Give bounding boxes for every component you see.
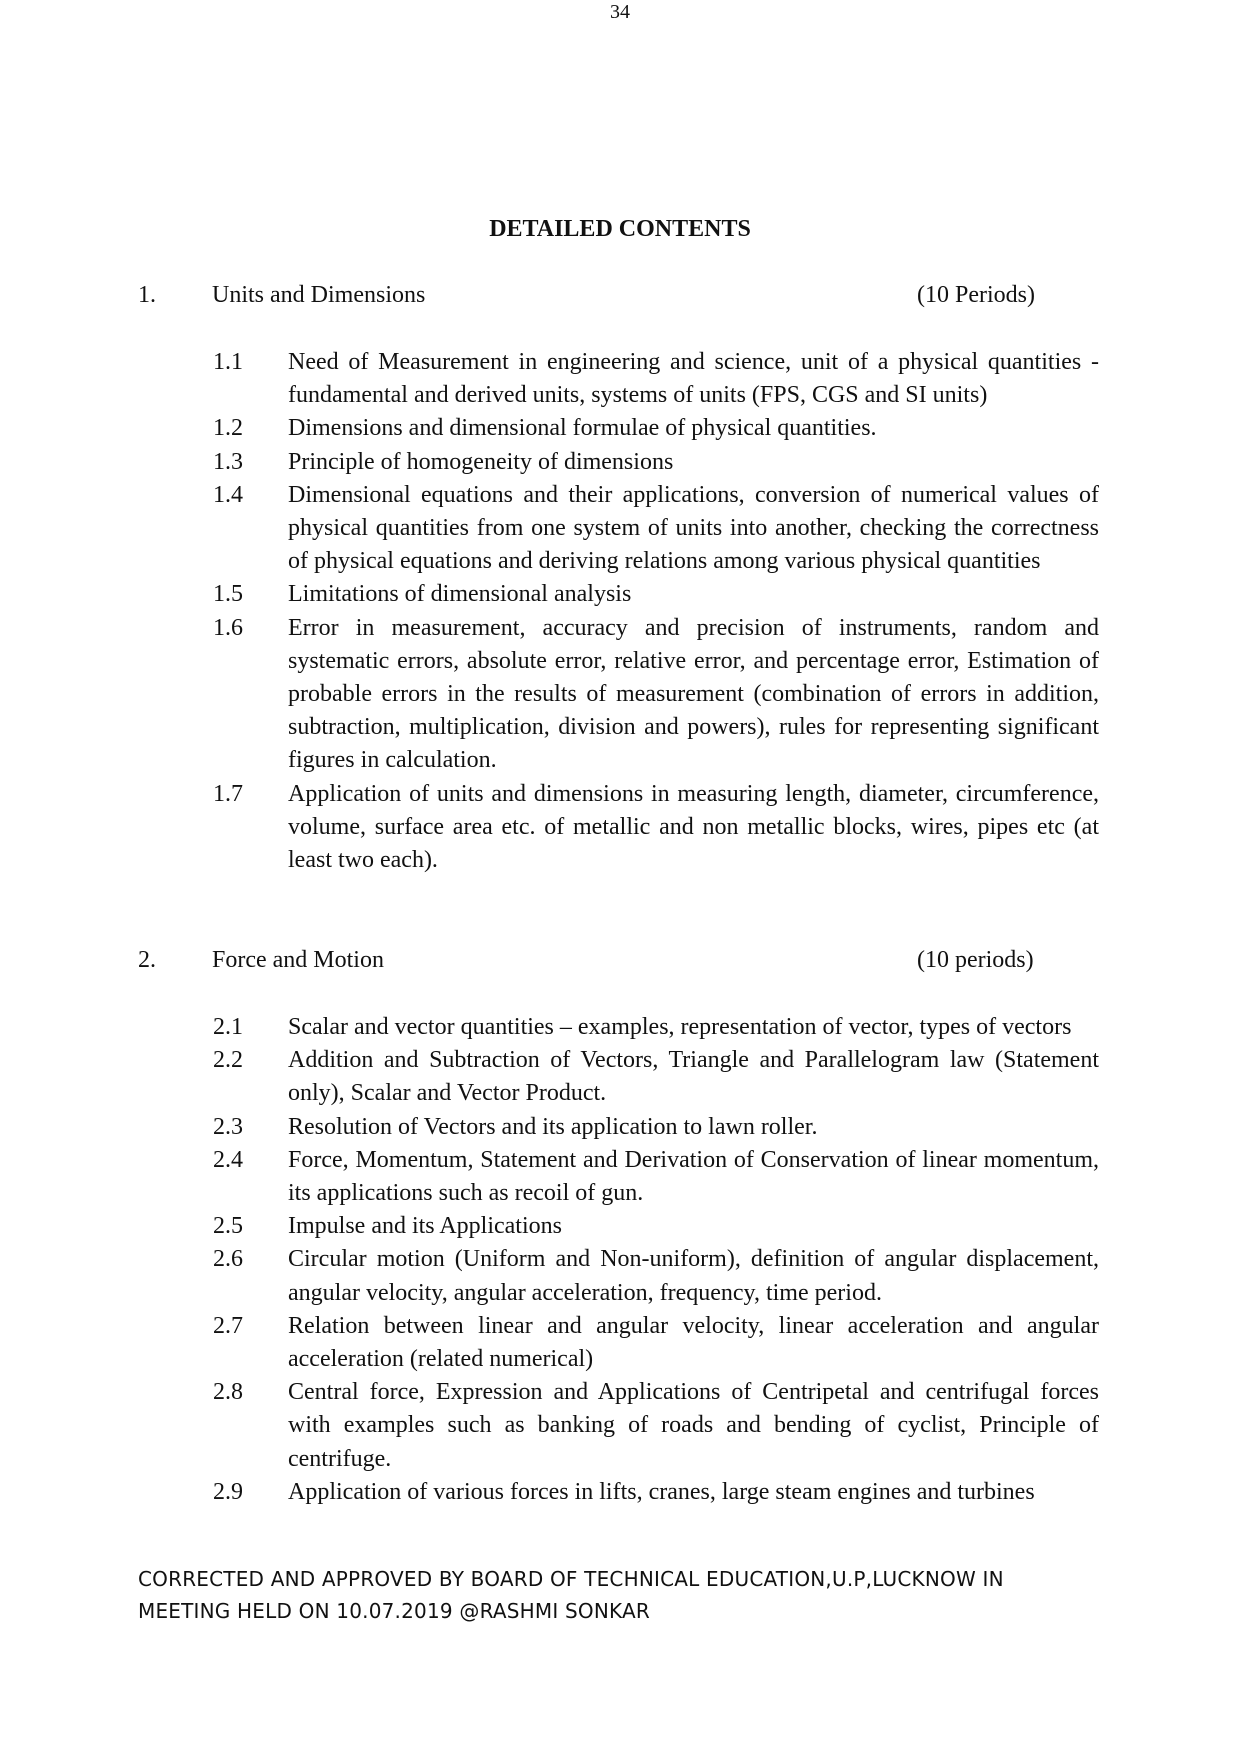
item-text: Dimensions and dimensional formulae of physical quantities. — [288, 415, 877, 442]
item-number: 2.5 — [213, 1213, 243, 1240]
item-text: Principle of homogeneity of dimensions — [288, 448, 674, 475]
section-periods: (10 periods) — [917, 947, 1034, 973]
item-number: 1.2 — [213, 415, 243, 442]
item-text: Impulse and its Applications — [288, 1213, 562, 1240]
section-1-items — [0, 346, 1240, 877]
item-number: 1.5 — [213, 581, 243, 608]
item-text: Need of Measurement in engineering and science, unit of a physical quantities - fundamental and derived units, systems of units (FPS, CGS and SI units) — [288, 349, 1099, 409]
list-item — [0, 412, 1240, 445]
item-text: Dimensional equations and their applications, conversion of numerical values of physical quantities from one system of units into another, checking the correctness of physical equations and deriving relations among various physical quantities — [288, 481, 1099, 575]
list-item — [0, 1243, 1240, 1309]
item-text: Limitations of dimensional analysis — [288, 581, 632, 608]
footer-line: CORRECTED AND APPROVED BY BOARD OF TECHNICAL EDUCATION,U.P,LUCKNOW IN — [138, 1567, 1004, 1591]
list-item — [0, 479, 1240, 579]
list-item — [0, 1144, 1240, 1210]
section-title: Force and Motion — [212, 947, 384, 973]
list-item — [0, 1476, 1240, 1509]
list-item — [0, 612, 1240, 778]
list-item — [0, 1111, 1240, 1144]
list-item — [0, 1011, 1240, 1044]
section-2-header — [0, 944, 1240, 976]
item-text: Circular motion (Uniform and Non-uniform), definition of angular displacement, angular velocity, angular acceleration, frequency, time period. — [288, 1246, 1099, 1306]
item-text: Force, Momentum, Statement and Derivation of Conservation of linear momentum, its applications such as recoil of gun. — [288, 1146, 1099, 1207]
item-number: 2.7 — [213, 1312, 243, 1339]
item-text: Application of various forces in lifts, cranes, large steam engines and turbines — [288, 1478, 1035, 1505]
section-number: 1. — [138, 282, 156, 308]
item-text: Relation between linear and angular velocity, linear acceleration and angular acceleration (related numerical) — [288, 1312, 1099, 1373]
item-number: 1.3 — [213, 448, 243, 475]
list-item — [0, 1044, 1240, 1110]
page-heading: DETAILED CONTENTS — [489, 216, 751, 242]
item-number: 2.1 — [213, 1014, 243, 1040]
section-title: Units and Dimensions — [212, 282, 426, 308]
item-number: 2.3 — [213, 1113, 243, 1140]
item-number: 1.7 — [213, 780, 243, 807]
item-text: Scalar and vector quantities – examples, representation of vector, types of vectors — [288, 1014, 1072, 1040]
section-1-header — [0, 279, 1240, 311]
item-text: Resolution of Vectors and its application to lawn roller. — [288, 1113, 818, 1140]
item-text: Application of units and dimensions in measuring length, diameter, circumference, volume, surface area etc. of metallic and non metallic blocks, wires, pipes etc (at least two each). — [288, 780, 1099, 874]
item-number: 2.2 — [213, 1047, 243, 1074]
section-2-items — [0, 1011, 1240, 1509]
section-number: 2. — [138, 947, 156, 973]
list-item — [0, 778, 1240, 878]
footer-line: MEETING HELD ON 10.07.2019 @RASHMI SONKAR — [138, 1599, 650, 1623]
item-number: 1.6 — [213, 614, 243, 641]
item-number: 2.4 — [213, 1146, 243, 1173]
item-text: Central force, Expression and Applications of Centripetal and centrifugal forces with examples such as banking of roads and bending of cyclist, Principle of centrifuge. — [288, 1379, 1099, 1472]
list-item — [0, 1210, 1240, 1243]
list-item — [0, 1310, 1240, 1376]
list-item — [0, 578, 1240, 611]
section-periods: (10 Periods) — [917, 282, 1035, 308]
item-text: Error in measurement, accuracy and precision of instruments, random and systematic errors, absolute error, relative error, and percentage error, Estimation of probable errors in the results of measurement (combination of errors in addition, subtraction, multiplication, division and powers), rules for representing significant figures in calculation. — [288, 614, 1099, 774]
item-number: 2.6 — [213, 1246, 243, 1273]
item-number: 2.8 — [213, 1379, 243, 1406]
list-item — [0, 446, 1240, 479]
list-item — [0, 1376, 1240, 1476]
approval-footer — [138, 1563, 1138, 1627]
item-number: 1.1 — [213, 349, 243, 375]
page-number: 34 — [610, 1, 630, 23]
item-text: Addition and Subtraction of Vectors, Triangle and Parallelogram law (Statement only), Scalar and Vector Product. — [288, 1047, 1099, 1107]
list-item — [0, 346, 1240, 412]
item-number: 2.9 — [213, 1478, 243, 1505]
item-number: 1.4 — [213, 481, 243, 508]
